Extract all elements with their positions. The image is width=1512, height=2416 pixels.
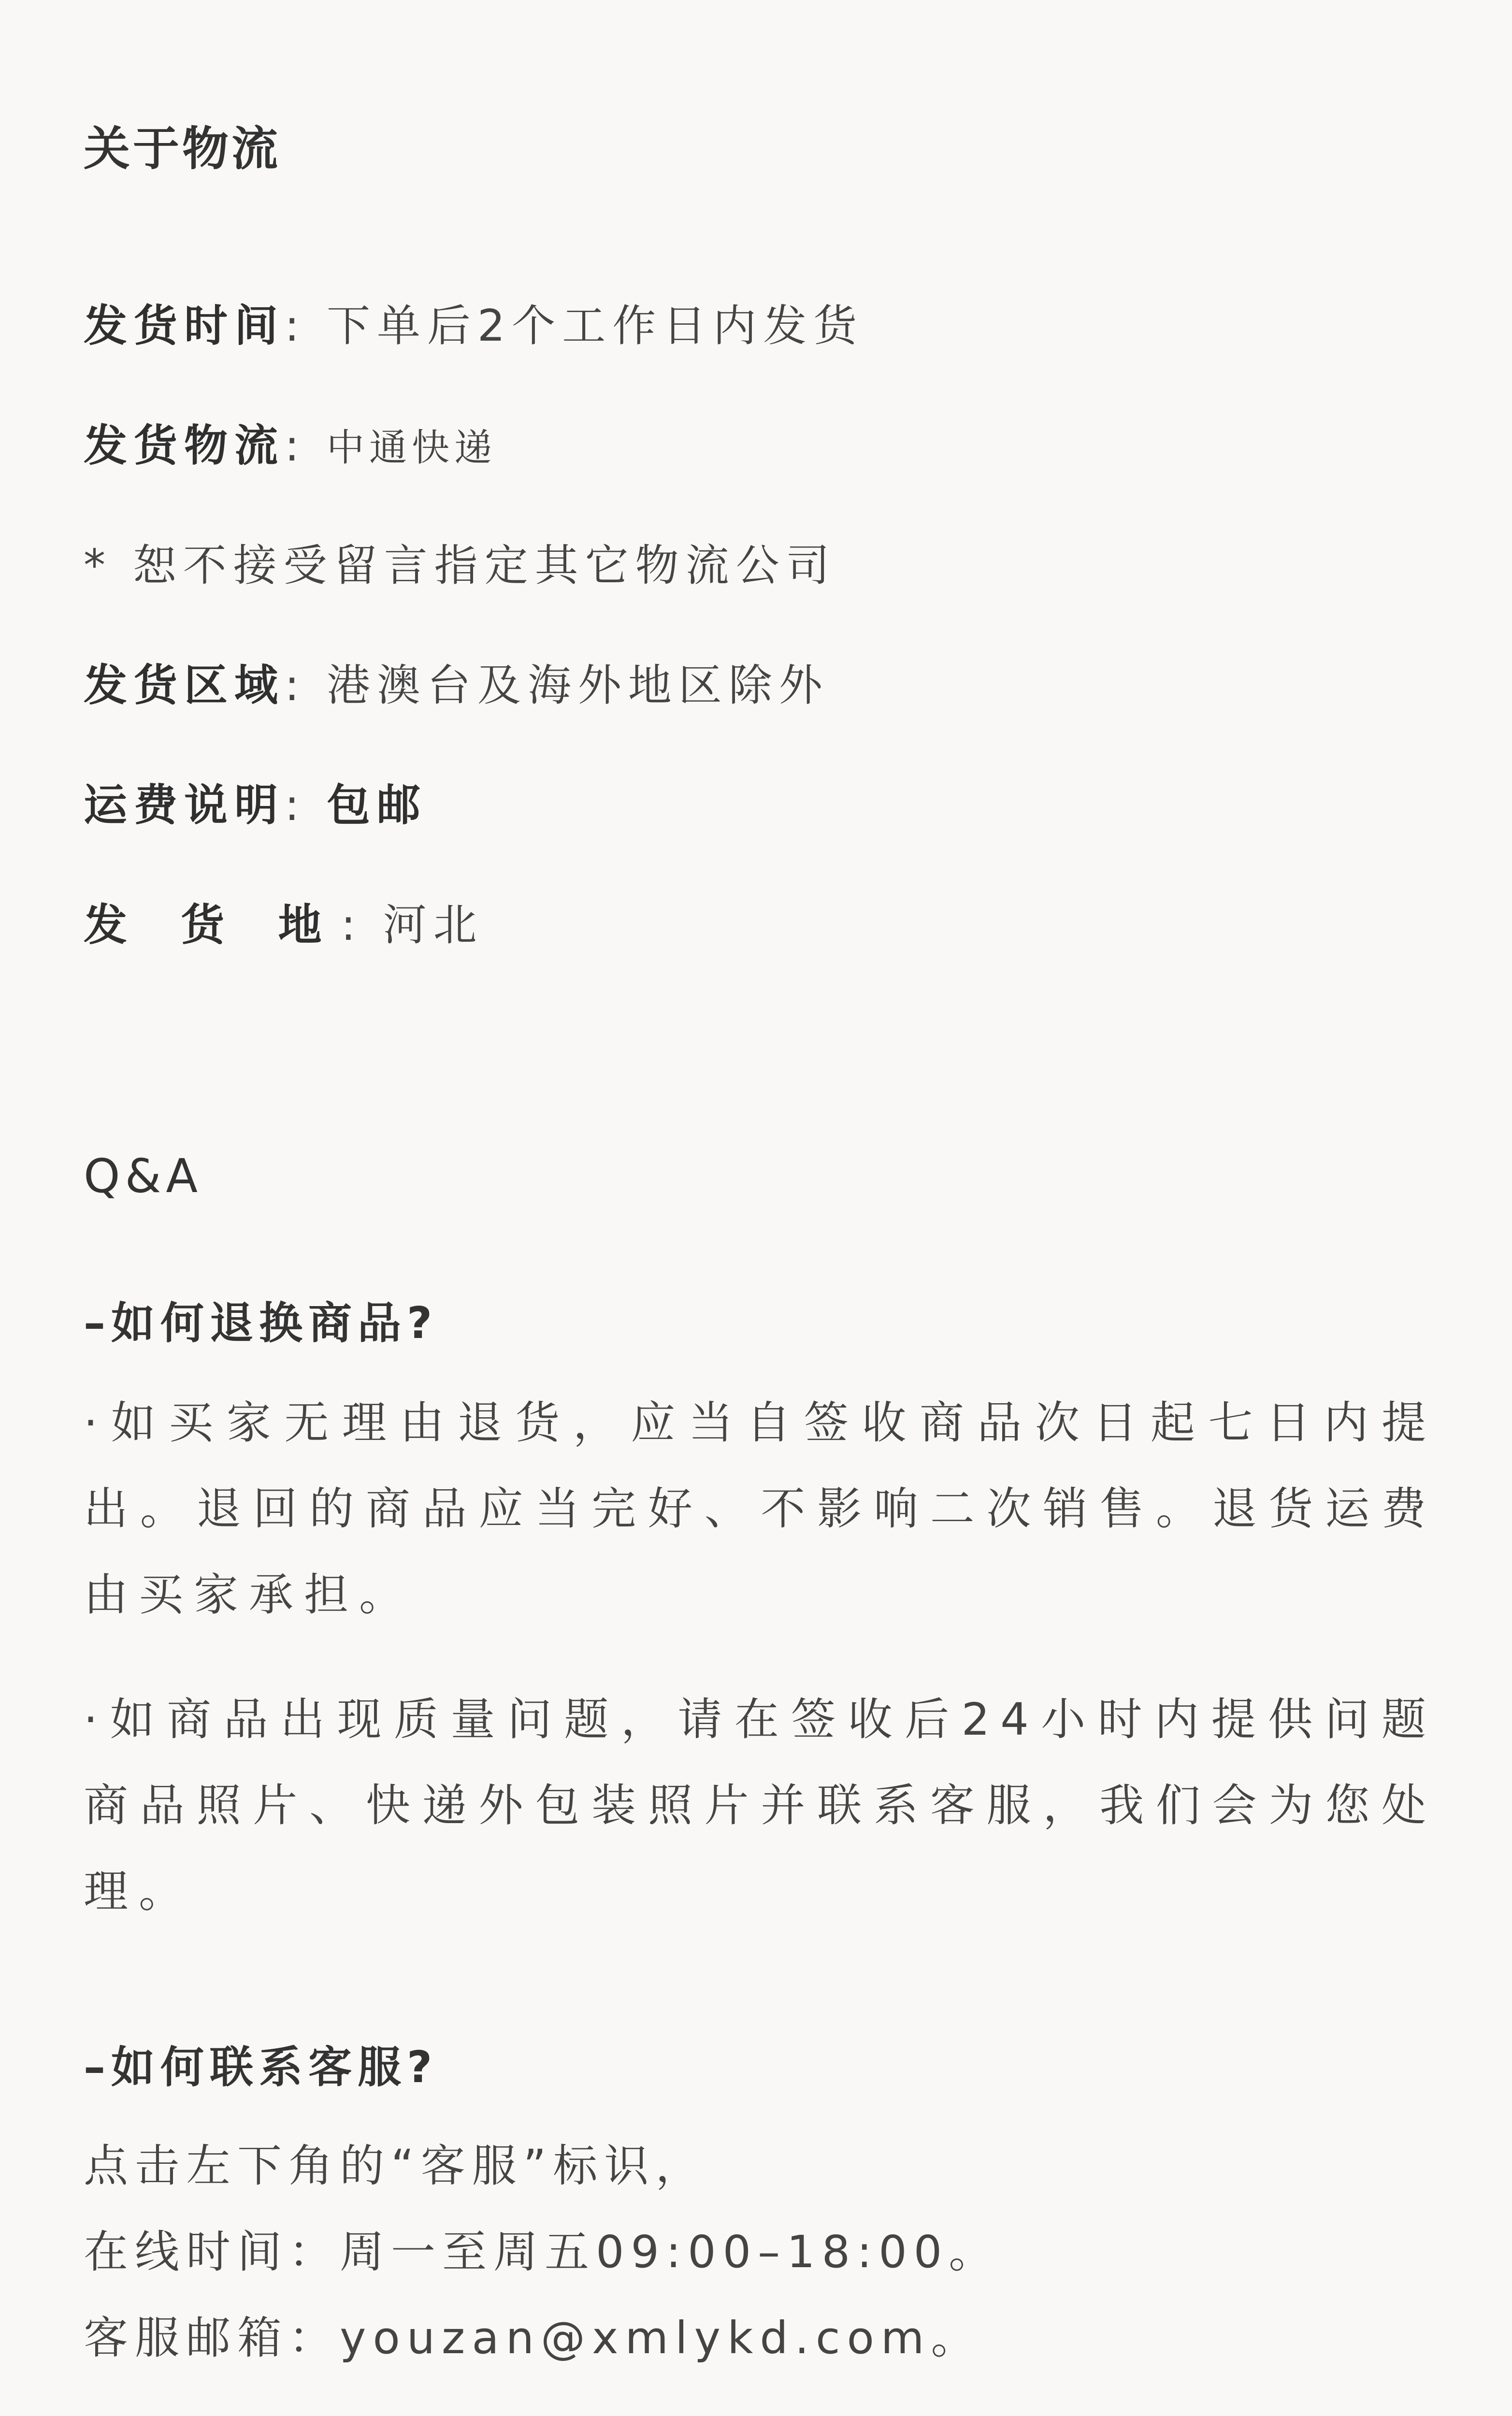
question-contact: –如何联系客服? — [84, 2042, 438, 2093]
text-line: ·如买家无理由退货，应当自签收商品次日起七日内提 — [84, 1397, 1437, 1449]
text-line: 在线时间：周一至周五09:00–18:00。 — [84, 2226, 1000, 2278]
carrier-note-text: * 恕不接受留言指定其它物流公司 — [84, 540, 836, 591]
region-label: 发货区域 — [84, 660, 285, 711]
returns-paragraph-2 — [84, 1677, 1437, 1935]
colon: : — [285, 660, 306, 711]
carrier-value: 中通快递 — [326, 426, 497, 470]
contact-paragraph — [84, 2123, 1437, 2381]
section-title-qa: Q&A — [84, 1149, 203, 1203]
carrier-label: 发货物流 — [84, 420, 285, 471]
text-line: 商品照片、快递外包装照片并联系客服，我们会为您处 — [84, 1780, 1437, 1831]
section-title-logistics: 关于物流 — [84, 122, 281, 176]
colon: : — [285, 780, 306, 831]
text-line: ·如商品出现质量问题，请在签收后24小时内提供问题 — [84, 1694, 1437, 1745]
origin-row — [84, 900, 484, 950]
origin-value: 河北 — [383, 900, 484, 950]
region-value: 港澳台及海外地区除外 — [326, 660, 829, 711]
ship-time-row — [84, 301, 864, 351]
text-line: 由买家承担。 — [84, 1569, 415, 1621]
text-line: 出。退回的商品应当完好、不影响二次销售。退货运费 — [84, 1483, 1437, 1535]
ship-time-value: 下单后2个工作日内发货 — [326, 301, 864, 351]
text-line: 客服邮箱：youzan@xmlykd.com。 — [84, 2312, 982, 2364]
returns-paragraph-1 — [84, 1380, 1437, 1638]
colon: : — [285, 420, 306, 471]
freight-value: 包邮 — [326, 780, 427, 831]
ship-time-label: 发货时间 — [84, 301, 285, 351]
question-returns: –如何退换商品? — [84, 1298, 438, 1349]
region-row — [84, 660, 829, 711]
colon: : — [285, 301, 306, 351]
carrier-row — [84, 420, 497, 471]
freight-label: 运费说明 — [84, 780, 285, 831]
origin-label: 发 货 地 — [84, 900, 341, 950]
carrier-note — [84, 540, 836, 591]
freight-row — [84, 780, 427, 831]
colon: : — [341, 900, 362, 950]
text-line: 理。 — [84, 1866, 194, 1917]
text-line: 点击左下角的“客服”标识， — [84, 2140, 707, 2192]
